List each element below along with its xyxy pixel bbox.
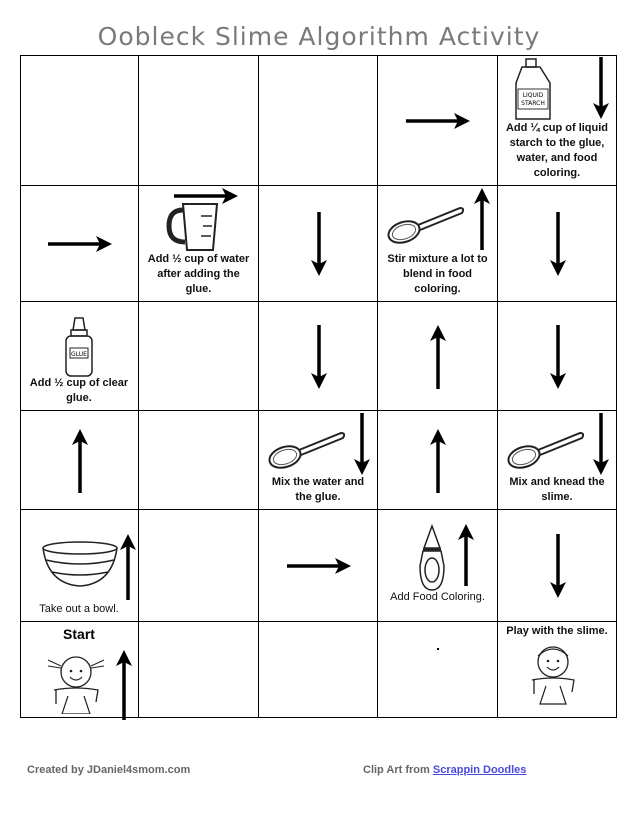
step-caption: Add ½ cup of clear glue. (29, 377, 129, 404)
grid-cell-r4-c3 (259, 411, 378, 510)
grid-cell-r6-c2 (139, 622, 259, 718)
grid-cell-r6-c4 (378, 622, 498, 718)
arrow-up-icon (428, 325, 448, 394)
grid-cell-r1-c4 (378, 55, 498, 186)
arrow-up-icon (70, 429, 90, 498)
grid-cell-r6-c5 (498, 622, 617, 718)
step-caption: Mix the water and the glue. (271, 476, 365, 503)
arrow-down-icon (309, 212, 329, 281)
arrow-up-icon (114, 650, 134, 725)
grid-cell-r4-c4 (378, 411, 498, 510)
clip-art-prefix: Clip Art from (363, 764, 433, 776)
grid-cell-r6-c3 (259, 622, 378, 718)
step-caption: Add ½ cup of water after adding the glue. (147, 253, 250, 295)
step-caption: Mix and knead the slime. (509, 476, 605, 503)
grid-cell-r4-c2 (139, 411, 259, 510)
starch-bottle-icon (512, 57, 554, 128)
grid-cell-r3-c1 (20, 302, 139, 411)
arrow-right-icon (406, 111, 470, 136)
arrow-up-icon (456, 524, 476, 591)
grid-cell-r4-c1 (20, 411, 139, 510)
grid-cell-r5-c1 (20, 510, 139, 622)
boy-icon (526, 644, 580, 711)
arrow-down-icon (548, 534, 568, 603)
start-label: Start (63, 626, 95, 642)
step-caption: Add ¼ cup of liquid starch to the glue, water, and food coloring. (505, 122, 609, 179)
svg-text:STARCH: STARCH (521, 100, 545, 107)
arrow-down-icon (591, 413, 611, 480)
spoon-icon (267, 429, 347, 476)
grid-cell-r2-c3 (259, 186, 378, 302)
arrow-down-icon (352, 413, 372, 480)
svg-text:LIQUID: LIQUID (522, 92, 544, 99)
arrow-down-icon (548, 212, 568, 281)
food-coloring-icon (418, 524, 446, 599)
grid-cell-r2-c2 (139, 186, 259, 302)
spoon-icon (506, 429, 586, 476)
bowl-icon (40, 540, 120, 595)
grid-cell-r1-c2 (139, 55, 259, 186)
grid-cell-r3-c4 (378, 302, 498, 411)
grid-cell-r4-c5 (498, 411, 617, 510)
spoon-icon (386, 204, 466, 251)
arrow-right-icon (287, 556, 351, 581)
grid-cell-r6-c1 (20, 622, 139, 718)
measuring-cup-icon (165, 198, 220, 258)
svg-text:GLUE: GLUE (71, 351, 87, 358)
grid-cell-r5-c4 (378, 510, 498, 622)
grid-cell-r2-c5 (498, 186, 617, 302)
scrappin-doodles-link[interactable]: Scrappin Doodles (432, 764, 527, 776)
page-title: Oobleck Slime Algorithm Activity (97, 22, 541, 51)
created-by-credit: Created by JDaniel4smom.com (27, 764, 191, 776)
step-caption: Take out a bowl. (39, 603, 119, 615)
glue-bottle-icon (64, 316, 94, 383)
grid-cell-r3-c5 (498, 302, 617, 411)
girl-icon (46, 652, 106, 719)
arrow-right-icon (48, 234, 112, 259)
arrow-down-icon (591, 57, 611, 124)
grid-cell-r5-c5 (498, 510, 617, 622)
step-caption: Stir mixture a lot to blend in food coloring. (387, 253, 488, 295)
grid-cell-r3-c2 (139, 302, 259, 411)
grid-cell-r1-c1 (20, 55, 139, 186)
arrow-up-icon (118, 534, 138, 605)
arrow-down-icon (548, 325, 568, 394)
grid-cell-r3-c3 (259, 302, 378, 411)
grid-cell-r5-c2 (139, 510, 259, 622)
grid-cell-r5-c3 (259, 510, 378, 622)
step-caption: Add Food Coloring. (390, 591, 485, 603)
step-caption: Play with the slime. (506, 625, 608, 637)
arrow-down-icon (309, 325, 329, 394)
grid-cell-r1-c5 (498, 55, 617, 186)
clip-art-credit (363, 764, 526, 776)
stray-dot (437, 648, 439, 650)
grid-cell-r2-c1 (20, 186, 139, 302)
arrow-up-icon (428, 429, 448, 498)
arrow-up-icon (472, 188, 492, 255)
grid-cell-r1-c3 (259, 55, 378, 186)
grid-cell-r2-c4 (378, 186, 498, 302)
